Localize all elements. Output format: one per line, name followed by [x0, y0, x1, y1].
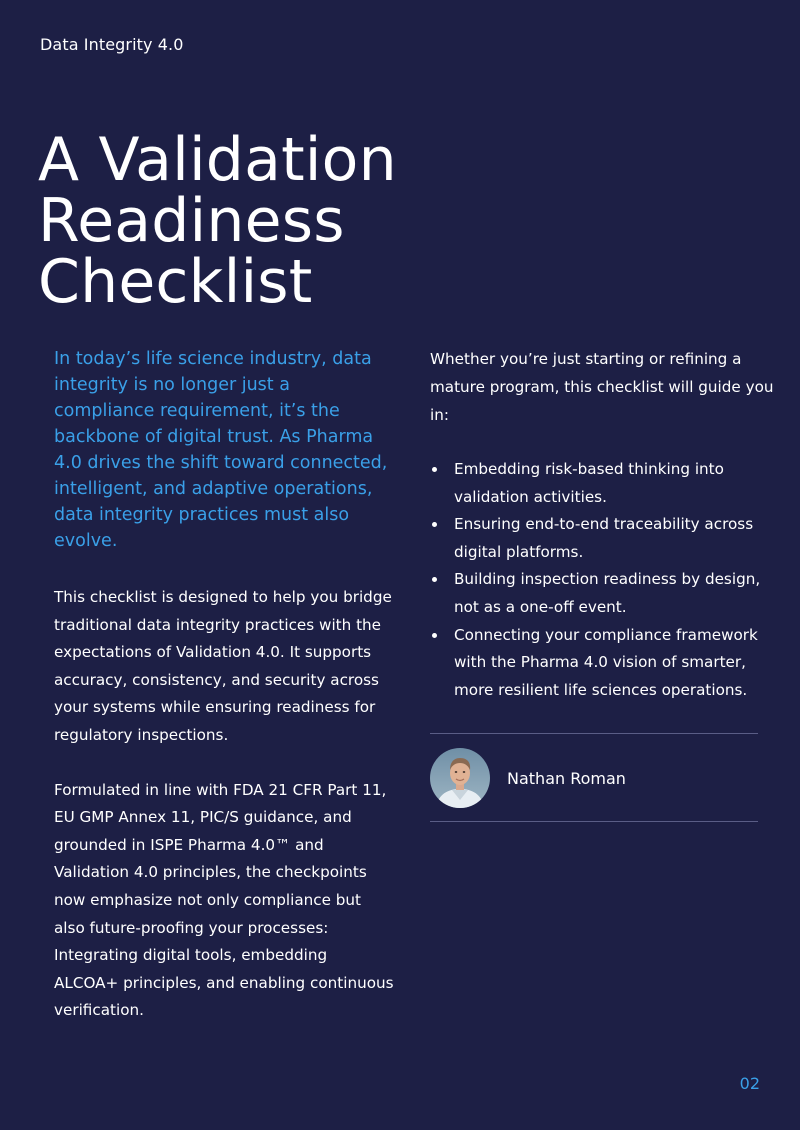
bullet-dot-icon [432, 522, 437, 527]
bullet-text: Connecting your compliance framework with the Pharma 4.0 vision of smarter, more resilient life sciences operations. [454, 625, 758, 699]
page-title [38, 125, 397, 317]
author-block [430, 748, 626, 808]
guidance-bullet-list [430, 456, 775, 704]
author-portrait-icon [430, 748, 490, 808]
bullet-item [430, 511, 775, 566]
right-column [430, 345, 775, 704]
bullet-dot-icon [432, 467, 437, 472]
avatar [430, 748, 490, 808]
page-number: 02 [739, 1074, 760, 1093]
left-column [54, 346, 394, 1025]
bullet-text: Ensuring end-to-end traceability across digital platforms. [454, 515, 754, 561]
intro-paragraph: In today’s life science industry, data integrity is no longer just a compliance requirement, it’s the backbone of digital trust. As Pharma 4.0 drives the shift toward connected, intelligent, and adaptive operations, data integrity practices must also evolve. [54, 349, 388, 551]
document-section-label: Data Integrity 4.0 [40, 35, 184, 54]
body-paragraph-regulatory-basis: Formulated in line with FDA 21 CFR Part 11, EU GMP Annex 11, PIC/S guidance, and grounded in ISPE Pharma 4.0™ and Validation 4.0 principles, the checkpoints now emphasize not only compliance but also future-proofing your processes: Integrating digital tools, embedding ALCOA+ principles, and enabling continuous verification. [54, 780, 394, 1020]
author-divider-bottom [430, 821, 758, 822]
bullet-dot-icon [432, 633, 437, 638]
author-divider-top [430, 733, 758, 734]
body-paragraph-checklist-purpose: This checklist is designed to help you bridge traditional data integrity practices with the expectations of Validation 4.0. It supports accuracy, consistency, and security across your systems while ensuring readiness for regulatory inspections. [54, 588, 392, 744]
bullet-dot-icon [432, 577, 437, 582]
page-title-line-1: A Validation [38, 125, 397, 195]
page-title-line-2: Readiness [38, 186, 345, 256]
author-name: Nathan Roman [507, 768, 626, 788]
bullet-text: Embedding risk-based thinking into validation activities. [454, 460, 724, 506]
bullet-item [430, 566, 775, 621]
right-intro-paragraph: Whether you’re just starting or refining a mature program, this checklist will guide you in: [430, 350, 774, 424]
bullet-item [430, 622, 775, 705]
page-title-line-3: Checklist [38, 247, 313, 317]
bullet-text: Building inspection readiness by design, not as a one-off event. [454, 570, 761, 616]
bullet-item [430, 456, 775, 511]
